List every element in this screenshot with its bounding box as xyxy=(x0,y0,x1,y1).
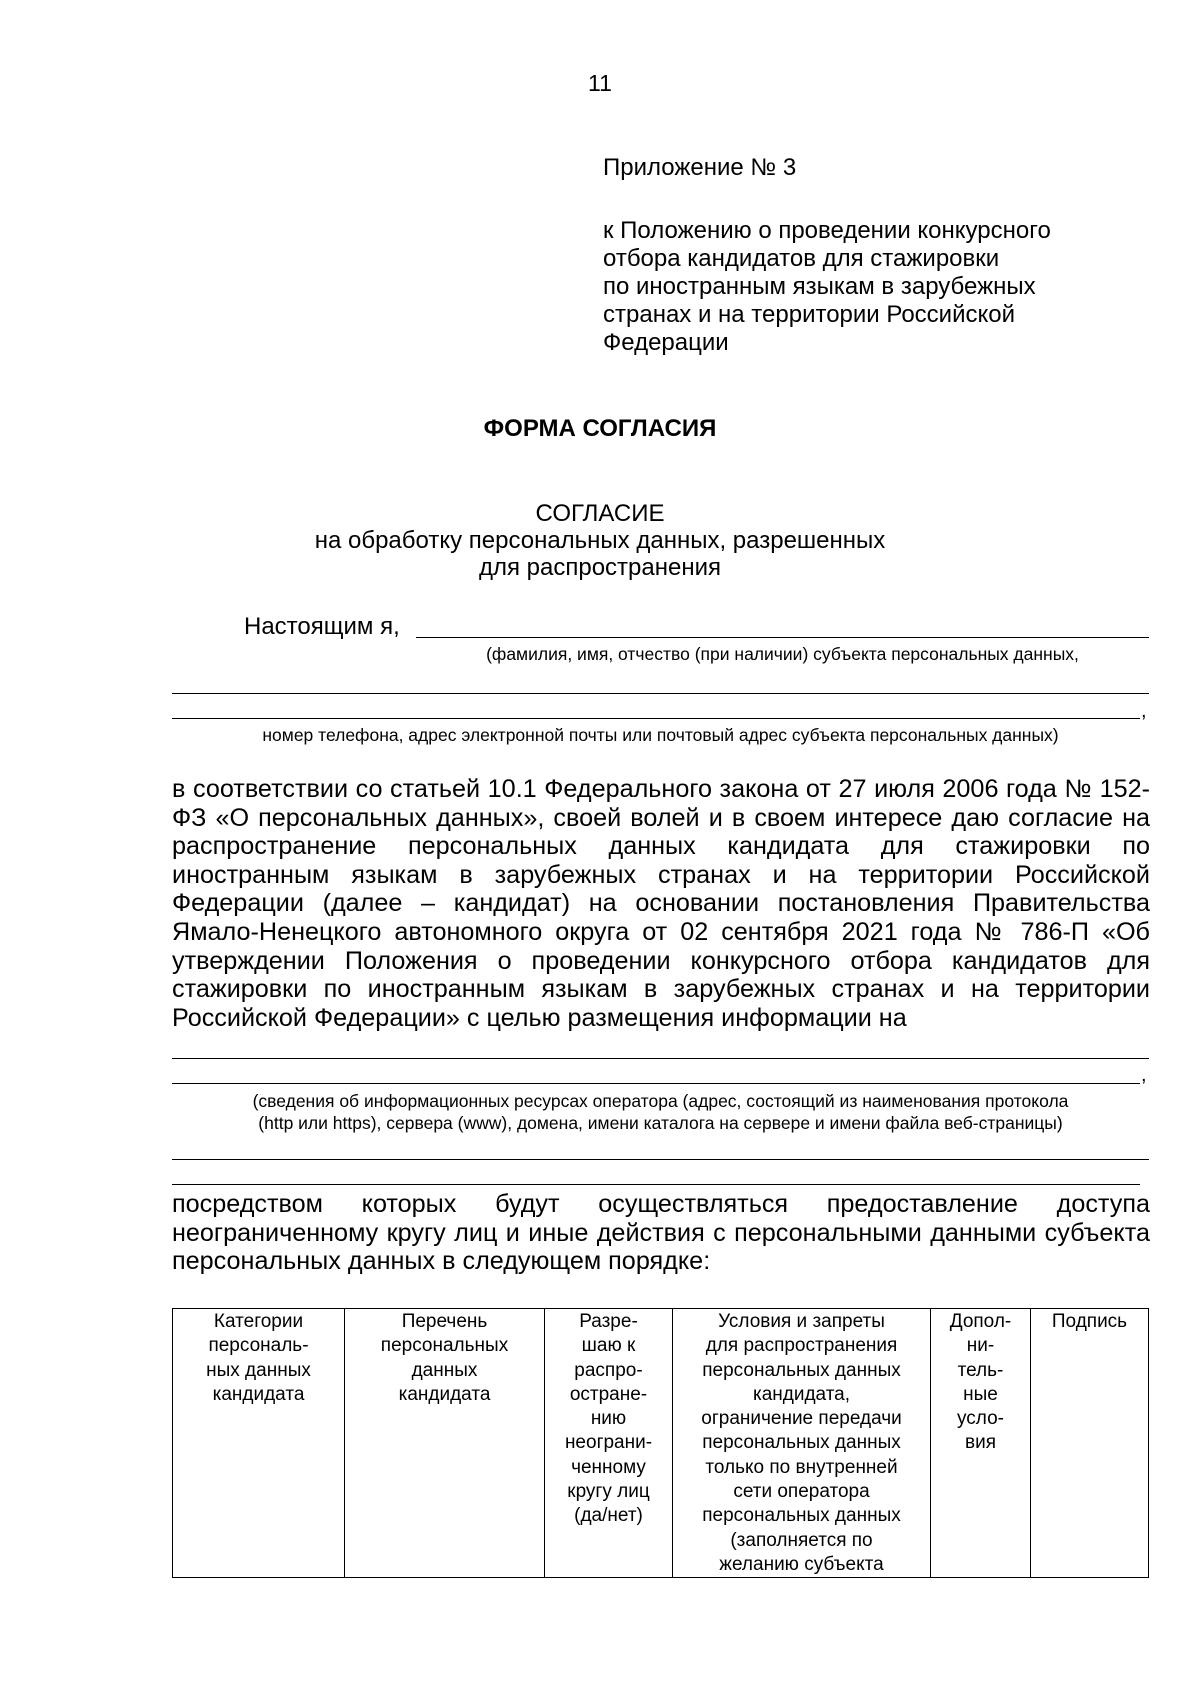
column-header-permission: Разре- шаю к распро- остране- нию неограни- ченному кругу лиц (да/нет) xyxy=(545,1309,673,1578)
appendix-title: Приложение № 3 xyxy=(603,154,797,181)
second-paragraph: посредством которых будут осуществляться предоставление доступа неограниченному кругу лиц и иные действия с персональными данными субъекта персональных данных в следующем порядке: xyxy=(172,1190,1150,1276)
column-header-categories: Категории персональ- ных данных кандидата xyxy=(173,1309,345,1578)
subject-address-field[interactable] xyxy=(172,718,1140,719)
resource-field[interactable] xyxy=(172,1184,1140,1185)
resource-field[interactable] xyxy=(172,1159,1149,1160)
subject-name-caption: (фамилия, имя, отчество (при наличии) субъекта персональных данных, xyxy=(486,644,1079,664)
appendix-line: Федерации xyxy=(603,329,729,356)
column-header-conditions: Условия и запреты для распространения персональных данных кандидата, ограничение передачи персональных данных только по внутренней сети оператора персональных данных (заполняется по желанию субъекта xyxy=(673,1309,931,1578)
column-header-signature: Подпись xyxy=(1031,1309,1149,1578)
subject-contact-caption: номер телефона, адрес электронной почты или почтовый адрес субъекта персональных данных) xyxy=(262,725,1059,745)
page-number: 11 xyxy=(588,70,612,96)
subject-contact-field[interactable] xyxy=(172,693,1149,694)
consent-subtitle-line: на обработку персональных данных, разрешенных xyxy=(314,527,886,554)
column-header-additional: Допол- ни- тель- ные усло- вия xyxy=(931,1309,1031,1578)
appendix-line: по иностранным языкам в зарубежных xyxy=(603,273,1036,300)
intro-text: Настоящим я, xyxy=(244,613,400,640)
comma-mark: , xyxy=(1141,1064,1147,1086)
appendix-line: странах и на территории Российской xyxy=(603,301,1016,328)
appendix-block xyxy=(603,153,1163,357)
comma-mark: , xyxy=(1141,700,1147,722)
consent-subtitle-line: для распространения xyxy=(478,554,721,581)
appendix-line: отбора кандидатов для стажировки xyxy=(603,245,1000,272)
appendix-reference xyxy=(603,217,1163,357)
consent-heading xyxy=(0,500,1200,581)
appendix-line: к Положению о проведении конкурсного xyxy=(603,217,1051,244)
table-header-row xyxy=(173,1309,1149,1578)
resource-caption-line: (сведения об информационных ресурсах оператора (адрес, состоящий из наименования протокола xyxy=(252,1091,1069,1111)
resource-field[interactable] xyxy=(172,1058,1149,1059)
consent-table xyxy=(172,1308,1149,1578)
main-paragraph: в соответствии со статьей 10.1 Федерального закона от 27 июля 2006 года № 152-ФЗ «О персональных данных», своей волей и в своем интересе даю согласие на распространение персональных данных кандидата для стажировки по иностранным языкам в зарубежных странах и на территории Российской Федерации (далее – кандидат) на основании постановления Правительства Ямало-Ненецкого автономного округа от 02 сентября 2021 года № 786-П «Об утверждении Положения о проведении конкурсного отбора кандидатов для стажировки по иностранным языкам в зарубежных странах и на территории Российской Федерации» с целью размещения информации на xyxy=(172,775,1150,1032)
form-title: ФОРМА СОГЛАСИЯ xyxy=(483,415,717,442)
subject-name-field[interactable] xyxy=(416,637,1149,638)
resource-field[interactable] xyxy=(172,1083,1140,1084)
resource-caption xyxy=(172,1090,1149,1134)
column-header-list: Перечень персональных данных кандидата xyxy=(345,1309,545,1578)
resource-caption-line: (http или https), сервера (www), домена, имени каталога на сервере и имени файла веб-страницы) xyxy=(258,1113,1063,1133)
consent-title: СОГЛАСИЕ xyxy=(535,500,665,527)
